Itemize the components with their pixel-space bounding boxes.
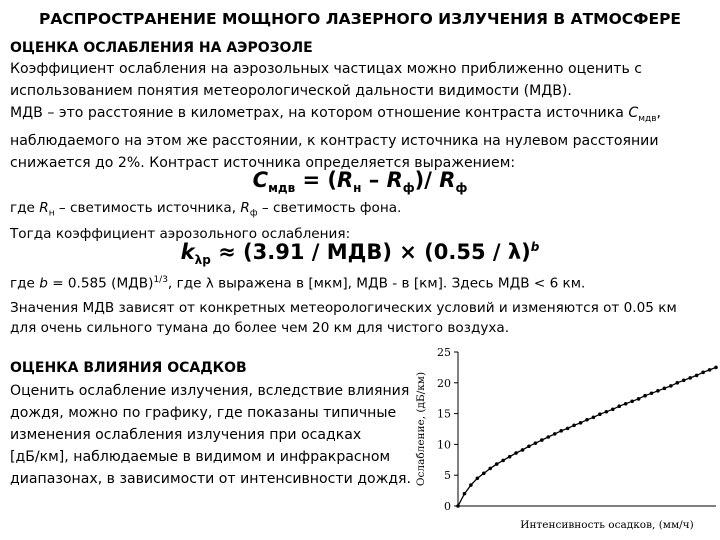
f1-r1: R [337,168,354,192]
data-point [624,402,628,406]
data-point [514,451,518,455]
data-point [714,366,718,370]
mdv-definition-text: МДВ – это расстояние в километрах, на котором отношение контраста источника [10,105,629,121]
page-title: РАСПРОСТРАНЕНИЕ МОЩНОГО ЛАЗЕРНОГО ИЗЛУЧЕНИЯ В АТМОСФЕРЕ [38,10,682,28]
where-b: – светимость источника, [54,200,241,216]
data-point [695,374,699,378]
data-point [708,368,712,372]
data-point [611,407,615,411]
where2-c: = 0.585 (МДВ) [47,275,154,292]
data-point [521,448,525,452]
data-point [456,504,460,508]
data-point [501,459,505,463]
data-point [534,441,538,445]
data-point [495,462,499,466]
where-r2-sub: ф [249,208,258,219]
precip-line: дождя, можно по графику, где показаны типичные [10,405,397,421]
where-a: где [10,200,40,216]
f1-r2-sub: ф [402,181,415,196]
f1-minus: – [361,168,387,192]
data-point [592,415,596,419]
chart-svg [408,338,720,540]
data-point [566,427,570,431]
f2-sup [531,240,540,254]
precip-line: Оценить ослабление излучения, вследствие влияния [10,383,410,399]
data-point [540,438,544,442]
rain-attenuation-chart [408,338,720,540]
data-point [643,394,647,398]
precip-line: [дБ/км], наблюдаемые в видимом и инфракрасном [10,449,391,465]
y-tick-label: 20 [437,376,451,390]
where-line-1 [10,198,715,224]
data-point [579,421,583,425]
values-line-2: для очень сильного тумана до более чем 20 км для чистого воздуха. [10,320,510,336]
precip-line: изменения ослабления излучения при осадках [10,427,362,443]
f2-k-sub: λp [194,253,211,268]
data-point [617,404,621,408]
data-point [527,444,531,448]
aerosol-coefficient-formula [0,240,720,267]
f1-c: C [252,168,269,192]
data-point [637,397,641,401]
precipitation-heading: ОЦЕНКА ВЛИЯНИЯ ОСАДКОВ [10,360,247,376]
y-tick-label: 10 [437,438,451,452]
data-point [650,391,654,395]
formula2-explanation [10,270,715,294]
comma: , [656,105,661,121]
precipitation-text [10,380,415,490]
contrast-formula [0,168,720,195]
where2-sup: 1/3 [153,275,168,285]
where2-b: b [39,275,48,292]
data-point [676,381,680,385]
then-line: Тогда коэффициент аэрозольного ослабления: [10,225,351,242]
where-r2: R [240,200,250,216]
f2-sup-b: b [530,240,540,254]
data-point [572,424,576,428]
data-point [669,384,673,388]
intro-line-1: Коэффициент ослабления на аэрозольных частицах можно приближенно оценить с [10,61,643,77]
y-tick-label: 0 [444,500,451,513]
data-point [682,379,686,383]
data-point [585,418,589,422]
intro-line-4: наблюдаемого на этом же расстоянии, к контрасту источника на нулевом расстоянии [10,132,659,149]
data-point [605,410,609,414]
series-line [458,367,716,506]
f1-r2: R [386,168,403,192]
data-point [508,455,512,459]
where-r: R [39,200,49,216]
data-point [463,492,467,496]
data-point [688,376,692,380]
data-point [630,399,634,403]
data-point [469,483,473,487]
where-c: – светимость фона. [257,200,402,216]
f1-r1-sub: н [353,181,362,196]
f1-r3: R [439,168,456,192]
data-point [663,387,667,391]
aerosol-intro [10,58,715,174]
contrast-var: C [628,105,639,121]
data-point [656,389,660,393]
f1-c-sub: мдв [268,181,296,196]
f1-r3-sub: ф [455,181,468,196]
where2-d: , где λ выражена в [мкм], МДВ ‐ в [км]. Здесь МДВ < 6 км. [167,275,586,292]
precip-line: диапазонах, в зависимости от интенсивности дождя. [10,471,412,487]
data-point [553,432,557,436]
data-point [547,435,551,439]
data-point [488,467,492,471]
intro-line-5: снижается до 2%. Контраст источника определяется выражением: [10,154,516,171]
data-point [482,472,486,476]
intro-line-2: использованием понятия метеорологической дальности видимости (МДВ). [10,83,572,99]
f1-eq: = ( [295,168,337,192]
where-r-sub: н [48,208,55,219]
values-line-1: Значения МДВ зависят от конкретных метеорологических условий и изменяются от 0.05 км [10,300,677,316]
mdv-values [10,298,715,338]
y-tick-label: 15 [437,407,451,421]
data-point [476,476,480,480]
formula1-explanation [10,198,715,244]
data-point [598,412,602,416]
intro-line-3 [10,102,715,130]
f2-body: ≈ (3.91 / МДВ) × (0.55 / λ) [210,240,531,264]
y-tick-label: 25 [437,346,451,359]
x-axis-label: Интенсивность осадков, (мм/ч) [520,519,694,531]
data-point [701,371,705,375]
y-tick-label: 5 [444,469,451,483]
f1-close: )/ [414,168,440,192]
f2-k: k [180,240,195,264]
aerosol-heading: ОЦЕНКА ОСЛАБЛЕНИЯ НА АЭРОЗОЛЕ [10,40,313,56]
where2-a: где [10,275,40,292]
y-axis-label: Ослабление, (дБ/км) [415,371,427,487]
data-point [559,429,563,433]
contrast-sub: мдв [638,113,657,124]
